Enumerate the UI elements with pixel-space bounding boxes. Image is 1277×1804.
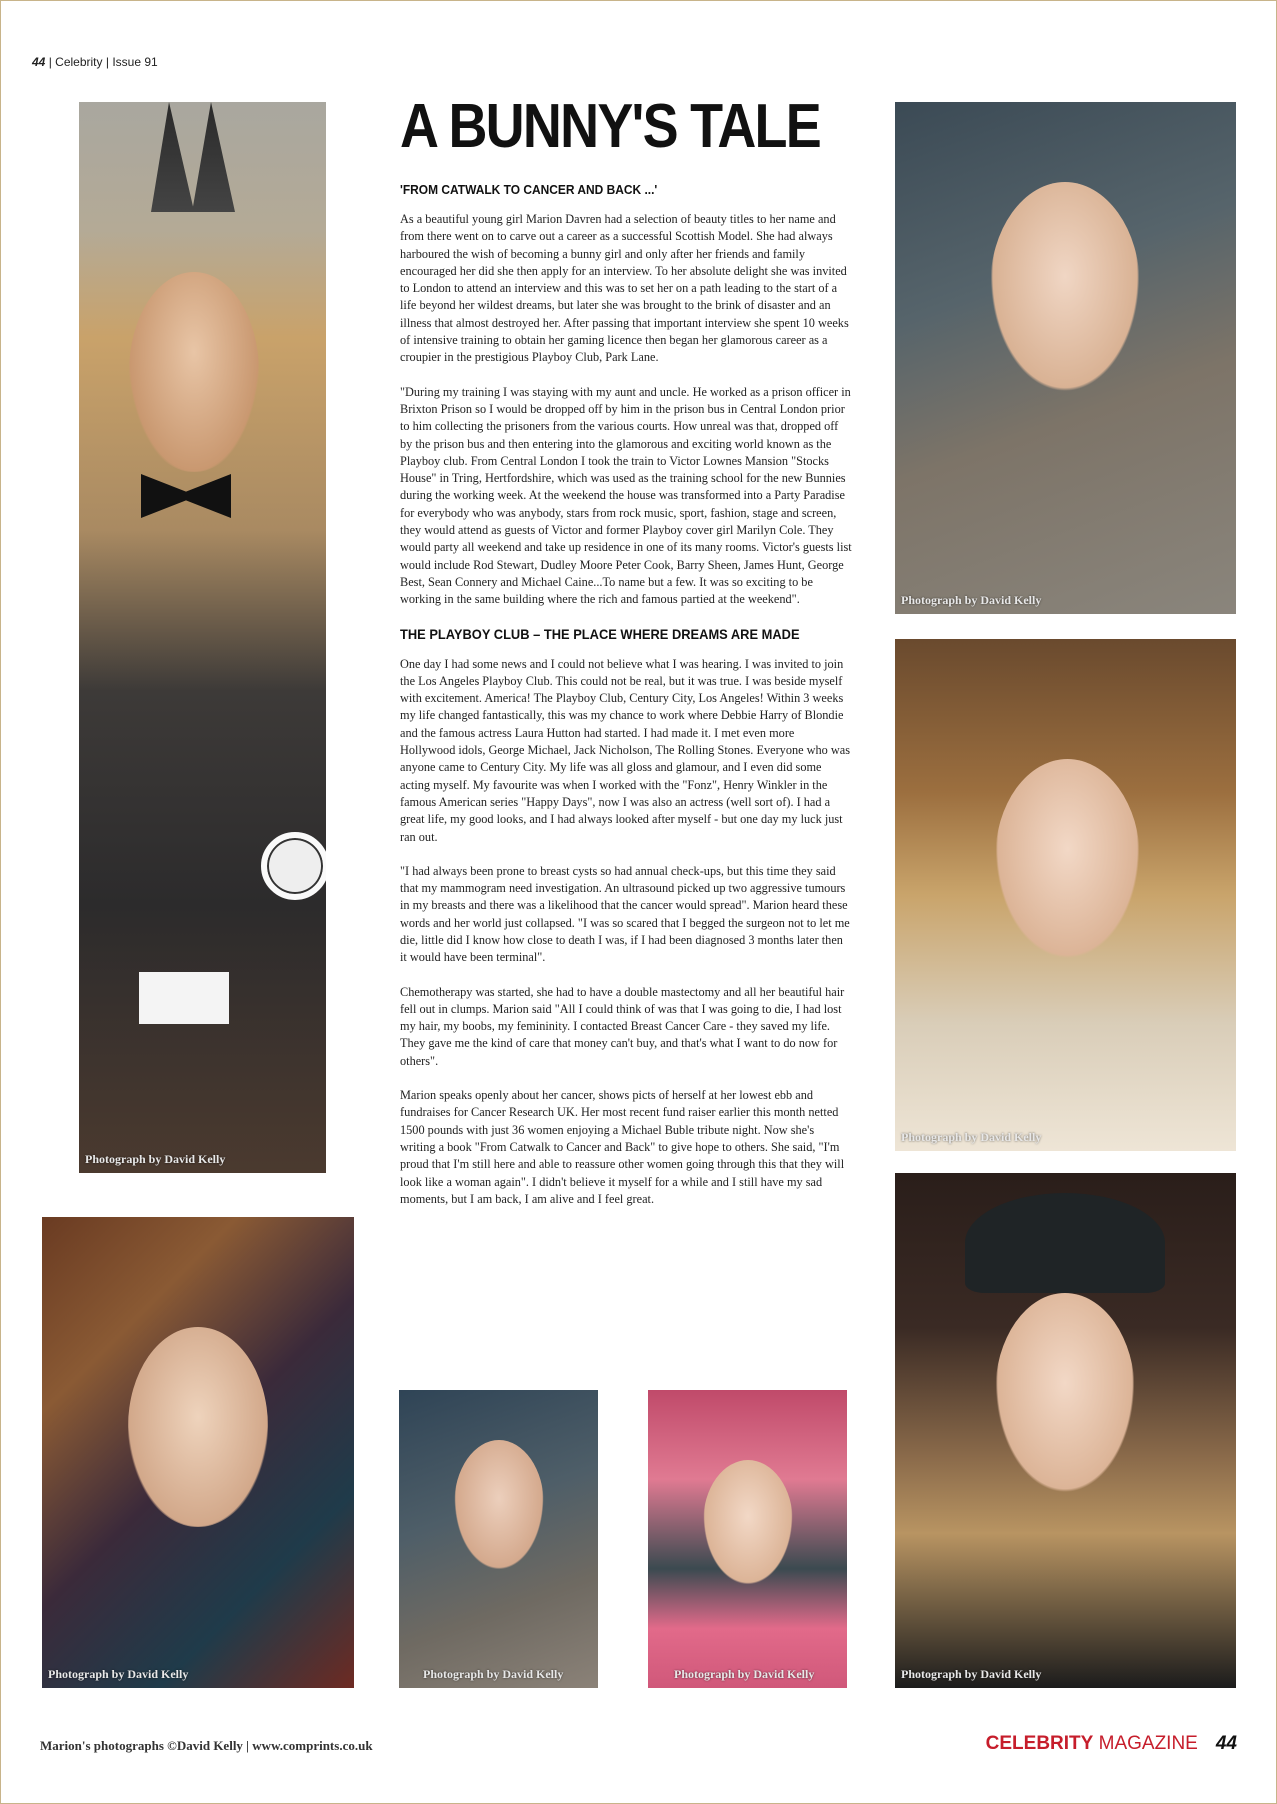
hat	[965, 1193, 1165, 1293]
photo-face	[703, 1460, 793, 1585]
photo-headscarf-portrait	[42, 1217, 354, 1688]
header-issue: Issue 91	[112, 55, 158, 69]
photo-grey-coat-portrait	[895, 102, 1236, 614]
photo-caption: Photograph by David Kelly	[423, 1667, 564, 1681]
rosette	[261, 832, 326, 900]
photo-caption: Photograph by David Kelly	[48, 1667, 189, 1681]
photo-cream-scarf-portrait	[895, 639, 1236, 1151]
page-header: 44 | Celebrity | Issue 91	[32, 55, 158, 69]
photo-face	[995, 759, 1140, 959]
header-page-number: 44	[32, 55, 46, 69]
photo-face	[454, 1440, 544, 1570]
photo-face	[129, 272, 259, 472]
photo-caption: Photograph by David Kelly	[85, 1152, 226, 1166]
photo-black-hat-portrait	[895, 1173, 1236, 1688]
photo-face	[990, 182, 1140, 392]
bunny-ears	[139, 102, 259, 212]
photo-face	[995, 1293, 1135, 1493]
photo-caption: Photograph by David Kelly	[674, 1667, 815, 1681]
brand-rest: MAGAZINE	[1093, 1733, 1198, 1754]
brand-bold: CELEBRITY	[985, 1733, 1094, 1754]
article-paragraph: "During my training I was staying with my aunt and uncle. He worked as a prison officer in Brixton Prison so I would be dropped off by him in the prison bus in Central London prior to him collecting the prisoners from the various courts. How unreal was that, dropped off by the prison bus and then entering into the glamorous and exciting world known as the Playboy club. From Central London I took the train to Victor Lownes Mansion "Stocks House" in Tring, Hertfordshire, which was used as the training school for the new Bunnies during the working week. At the weekend the house was transformed into a Party Paradise for everybody who was anybody, stars from rock music, sport, fashion, stage and screen, they would attend as guests of Victor and former Playboy cover girl Marilyn Cole. They would party all weekend and take up residence in one of its many rooms. Victor's guests list would include Rod Stewart, Dudley Moore Peter Cook, Barry Sheen, James Hunt, George Best, Sean Connery and Michael Caine...To name but a few. It was so exciting to be working in the same building where the rich and famous partied at the weekend".	[400, 384, 852, 607]
article-paragraph: Marion speaks openly about her cancer, shows picts of herself at her lowest ebb and fundraises for Cancer Research UK. Her most recent fund raiser earlier this month netted 1500 pounds with just 36 women enjoying a Michael Buble tribute night. Now she's writing a book "From Catwalk to Cancer and Back" to give hope to others. She said, "I'm proud that I'm still here and able to reassure other women going through this that they will look like a woman again". I didn't believe it myself for a while and I still have my sad moments, but I am back, I am alive and I feel great.	[400, 1088, 845, 1206]
header-section: Celebrity	[55, 55, 103, 69]
photo-small-pink-scarf	[648, 1390, 847, 1688]
photo-caption: Photograph by David Kelly	[901, 1667, 1042, 1681]
article-paragraph: One day I had some news and I could not believe what I was hearing. I was invited to join the Los Angeles Playboy Club. This could not be real, but it was true. I was beside myself with excitement. America! The Playboy Club, Century City, Los Angeles! Within 3 weeks my life changed fantastically, this was my chance to work where Debbie Harry of Blondie and the famous actress Laura Hutton had started. I had made it. I met even more Hollywood idols, George Michael, Jack Nicholson, The Rolling Stones. Everyone who was anyone came to Century City. My life was all gloss and glamour, and I even did some acting myself. My favourite was when I worked with the "Fonz", Henry Winkler in the famous American series "Happy Days", now I was also an actress (well sort of). I had a great life, my good looks, and I had always looked after myself - but one day my luck just ran out.	[400, 656, 851, 844]
article-paragraph: As a beautiful young girl Marion Davren had a selection of beauty titles to her name and from there went on to carve out a career as a successful Scottish Model. She had always harboured the wish of becoming a bunny girl and only after her friends and family encouraged her did she then apply for an interview. To her absolute delight she was invited to London to attend an interview and this was to set her on a path leading to the start of a life beyond her wildest dreams, but later she was brought to the brink of disaster and an illness that almost destroyed her. After passing that important interview she spent 10 weeks of intensive training to obtain her gaming licence then began her glamorous career as a croupier in the prestigious Playboy Club, Park Lane.	[400, 212, 849, 365]
photo-caption: Photograph by David Kelly	[901, 593, 1042, 607]
article-subtitle: 'FROM CATWALK TO CANCER AND BACK ...'	[400, 182, 658, 197]
article-paragraph: "I had always been prone to breast cysts so had annual check-ups, but this time they said that my mammogram need investigation. An ultrasound picked up two aggressive tumours in my breasts and there was a likelihood that the cancer would spread". Marion heard these words and her world just collapsed. "I was so scared that I begged the surgeon not to let me die, little did I know how close to death I was, if I had been diagnosed 3 months later then it would have been terminal".	[400, 863, 850, 965]
cuff	[139, 972, 229, 1024]
footer-credit: Marion's photographs ©David Kelly | www.comprints.co.uk	[40, 1738, 373, 1753]
section-heading: THE PLAYBOY CLUB – THE PLACE WHERE DREAMS ARE MADE	[400, 625, 800, 642]
footer-brand	[986, 1733, 1237, 1755]
photo-face	[128, 1327, 268, 1527]
footer-page-number: 44	[1215, 1733, 1237, 1754]
article-title: A BUNNY'S TALE	[400, 92, 820, 161]
photo-small-grey-coat	[399, 1390, 598, 1688]
photo-caption: Photograph by David Kelly	[901, 1130, 1042, 1144]
article-column	[400, 92, 852, 1225]
bow-tie	[141, 474, 231, 518]
photo-bunny-portrait	[79, 102, 326, 1173]
article-paragraph: Chemotherapy was started, she had to have a double mastectomy and all her beautiful hair fell out in clumps. Marion said "All I could think of was that I was going to die, I had lost my hair, my boobs, my femininity. I contacted Breast Cancer Care - they saved my life. They gave me the kind of care that money can't buy, and that's what I want to do now for others".	[400, 984, 845, 1068]
